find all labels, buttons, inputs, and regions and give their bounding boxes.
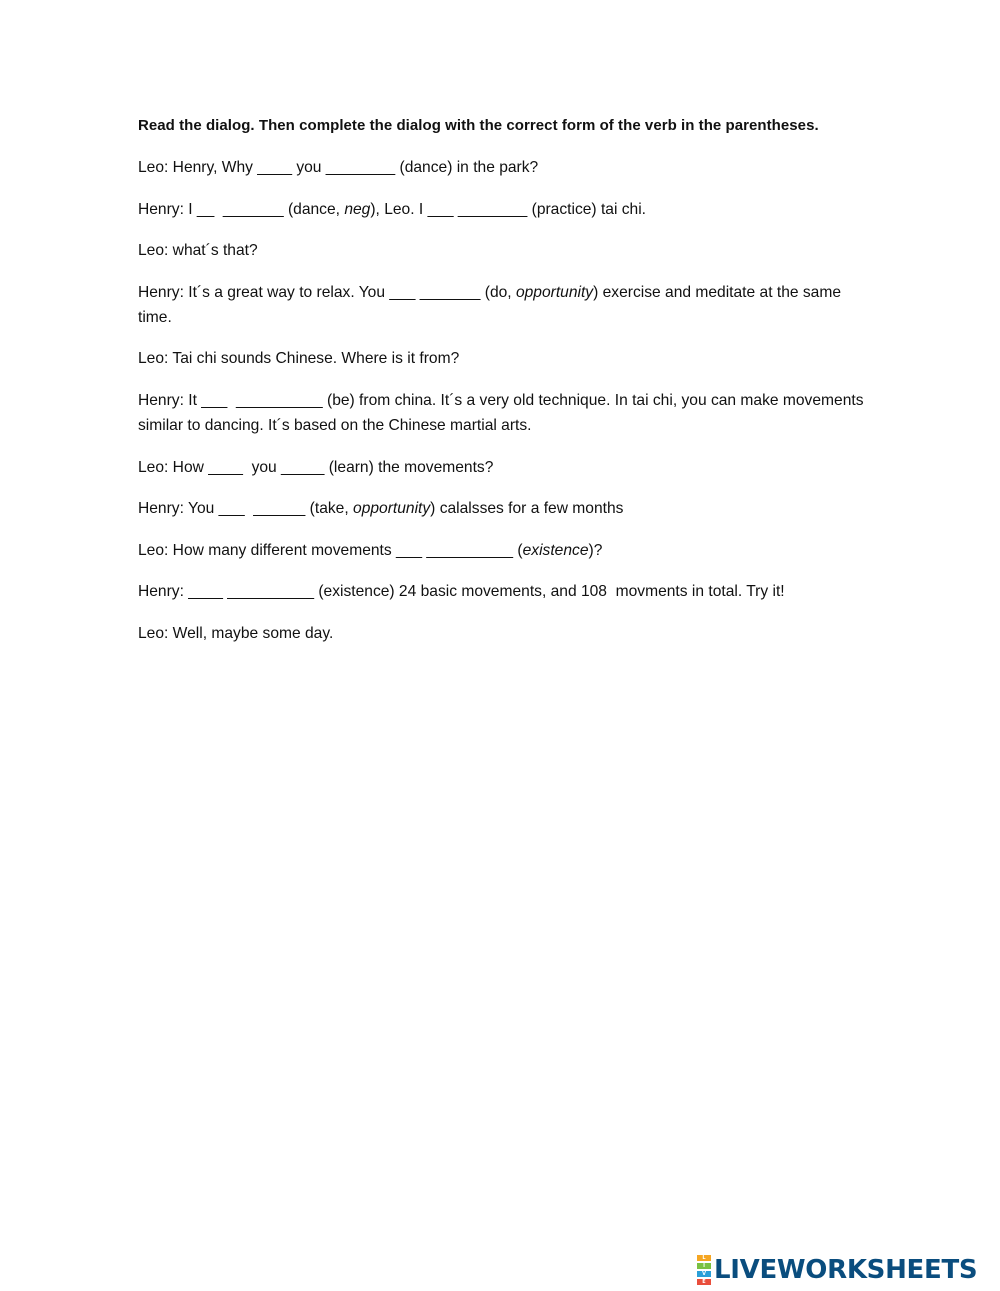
dialog-text: Henry: It´s a great way to relax. You ___ _______ (do,	[138, 284, 516, 301]
verb-hint: opportunity	[353, 500, 431, 517]
dialog-text: Henry: ____ __________ (existence) 24 basic movements, and 108 movments in total. Try it!	[138, 583, 785, 600]
dialog-line	[138, 621, 878, 646]
verb-hint: neg	[344, 201, 371, 218]
logo-mark-icon	[697, 1254, 711, 1286]
liveworksheets-logo	[697, 1253, 977, 1287]
logo-mark-block: E	[697, 1279, 711, 1285]
dialog-line	[138, 197, 878, 222]
dialog-line	[138, 496, 878, 521]
dialog-line	[138, 238, 878, 263]
dialog-line	[138, 455, 878, 480]
dialog-text: Leo: what´s that?	[138, 242, 258, 259]
dialog-text: ) calalsses for a few months	[430, 500, 624, 517]
logo-mark-block: L	[697, 1255, 711, 1261]
dialog-line	[138, 346, 878, 371]
verb-hint: existence	[522, 542, 589, 559]
dialog-text: Leo: How many different movements ___ __________ (	[138, 542, 523, 559]
logo-mark-block: V	[697, 1271, 711, 1277]
dialog-line	[138, 388, 878, 438]
dialog-text: ), Leo. I ___ ________ (practice) tai chi.	[370, 201, 647, 218]
dialog-line	[138, 280, 878, 330]
dialog-text: Henry: I __ _______ (dance,	[138, 201, 345, 218]
dialog-line	[138, 538, 878, 563]
verb-hint: opportunity	[515, 284, 594, 301]
logo-text: LIVEWORKSHEETS	[714, 1255, 978, 1285]
dialog-text: Leo: How ____ you _____ (learn) the movements?	[138, 459, 494, 476]
dialog-line	[138, 155, 878, 180]
dialog-text: Henry: You ___ ______ (take,	[138, 500, 354, 517]
dialog-text: ) exercise and meditate at the same time.	[138, 284, 846, 326]
logo-mark-block: I	[697, 1263, 711, 1269]
dialog-text: Henry: It ___ __________ (be) from china. It´s a very old technique. In tai chi, you can make movements similar to dancing. It´s based on the Chinese martial arts.	[138, 392, 868, 434]
dialog-text: Leo: Tai chi sounds Chinese. Where is it from?	[138, 350, 460, 367]
dialog-line	[138, 579, 878, 604]
dialog-text: Leo: Henry, Why ____ you ________ (dance) in the park?	[138, 159, 539, 176]
dialog-text: )?	[588, 542, 603, 559]
instructions: Read the dialog. Then complete the dialog with the correct form of the verb in the parentheses.	[138, 117, 819, 134]
dialog-text: Leo: Well, maybe some day.	[138, 625, 334, 642]
